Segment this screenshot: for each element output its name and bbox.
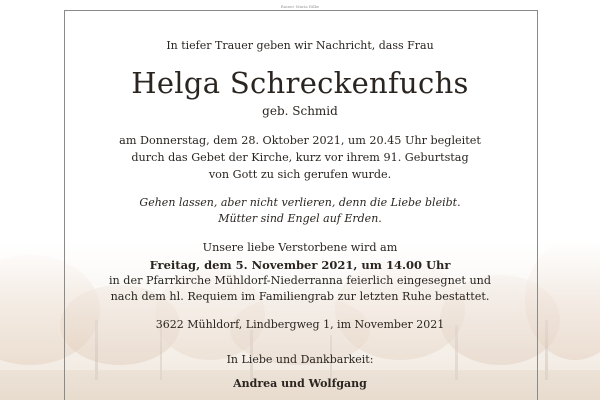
verse-line: Gehen lassen, aber nicht verlieren, denn die Liebe bleibt. — [139, 196, 461, 209]
death-line: durch das Gebet der Kirche, kurz vor ihrem 91. Geburtstag — [131, 151, 469, 164]
funeral-line: Unsere liebe Verstorbene wird am — [202, 241, 398, 254]
funeral-line: nach dem hl. Requiem im Familiengrab zur letzten Ruhe bestattet. — [110, 290, 490, 303]
death-line: am Donnerstag, dem 28. Oktober 2021, um 20.45 Uhr begleitet — [119, 134, 481, 147]
place-date: 3622 Mühldorf, Lindbergweg 1, im November 2021 — [155, 318, 445, 331]
funeral-line: in der Pfarrkirche Mühldorf-Niederranna feierlich eingesegnet und — [108, 274, 492, 287]
closing-line: In Liebe und Dankbarkeit: — [226, 353, 374, 366]
quote-author: Rainer Maria Rilke — [280, 4, 320, 9]
verse-line: Mütter sind Engel auf Erden. — [218, 212, 382, 225]
birth-name: geb. Schmid — [262, 104, 338, 118]
signatories: Andrea und Wolfgang — [233, 377, 367, 390]
funeral-date: Freitag, dem 5. November 2021, um 14.00 Uhr — [149, 258, 451, 272]
deceased-name: Helga Schreckenfuchs — [131, 66, 469, 100]
death-line: von Gott zu sich gerufen wurde. — [208, 168, 392, 181]
intro-line: In tiefer Trauer geben wir Nachricht, dass Frau — [166, 39, 434, 52]
